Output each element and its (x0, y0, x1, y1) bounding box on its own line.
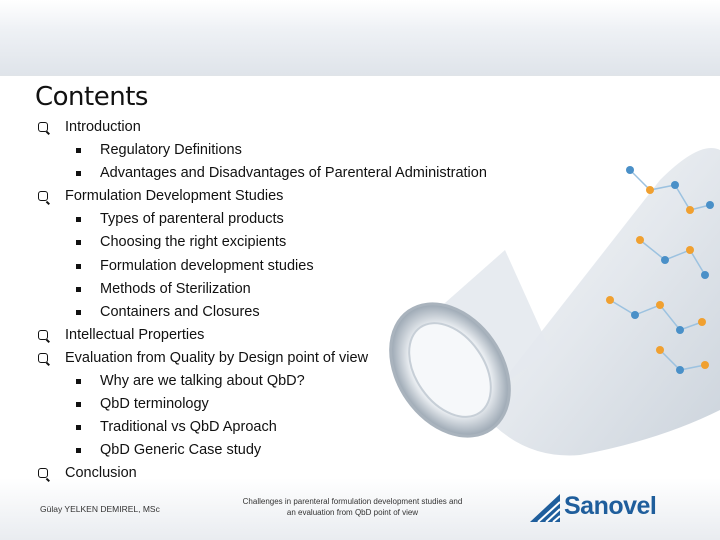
square-bullet-icon (76, 240, 81, 245)
toc-subitem (38, 301, 487, 324)
header-band (0, 0, 720, 75)
toc-subitem-text: Advantages and Disadvantages of Parenteral Administration (100, 165, 487, 182)
toc-item (38, 116, 487, 139)
toc-subitem (38, 416, 487, 439)
q-bullet-icon (38, 122, 48, 132)
square-bullet-icon (76, 448, 81, 453)
toc-subitem (38, 439, 487, 462)
q-bullet-icon (38, 353, 48, 363)
square-bullet-icon (76, 425, 81, 430)
footer-author: Gülay YELKEN DEMIREL, MSc (40, 504, 160, 514)
toc-item-text: Introduction (65, 119, 141, 135)
square-bullet-icon (76, 402, 81, 407)
toc-item (38, 324, 487, 347)
q-bullet-icon (38, 468, 48, 478)
square-bullet-icon (76, 217, 81, 222)
sanovel-logo-icon (528, 490, 562, 524)
contents-list (38, 116, 487, 486)
toc-subitem-text: QbD Generic Case study (100, 442, 262, 459)
toc-item-text: Formulation Development Studies (65, 188, 284, 205)
toc-subitem-text: Regulatory Definitions (100, 142, 242, 159)
logo-text: Sanovel (564, 492, 657, 520)
toc-subitem-text: Methods of Sterilization (100, 280, 251, 297)
toc-subitem (38, 393, 487, 416)
q-bullet-icon (38, 330, 48, 340)
toc-subitem (38, 255, 487, 278)
toc-subitem-text: QbD terminology (100, 396, 209, 413)
q-bullet-icon (38, 191, 48, 201)
toc-item-text: Intellectual Properties (65, 326, 205, 343)
toc-subitem-text: Types of parenteral products (100, 211, 284, 228)
toc-subitem-text: Why are we talking about QbD? (100, 373, 305, 390)
toc-subitem-text: Formulation development studies (100, 257, 314, 274)
square-bullet-icon (76, 264, 81, 269)
toc-subitem (38, 370, 487, 393)
toc-item-text: Evaluation from Quality by Design point of view (65, 349, 369, 366)
header-divider (0, 75, 720, 76)
toc-subitem (38, 208, 487, 231)
square-bullet-icon (76, 171, 81, 176)
square-bullet-icon (76, 379, 81, 384)
toc-subitem (38, 231, 487, 254)
toc-subitem-text: Traditional vs QbD Aproach (100, 419, 277, 436)
toc-item (38, 185, 487, 208)
square-bullet-icon (76, 148, 81, 153)
toc-subitem-text: Containers and Closures (100, 303, 260, 320)
sanovel-logo (528, 490, 698, 526)
footer-caption: Challenges in parenteral formulation development studies and an evaluation from QbD point of view (242, 497, 463, 517)
square-bullet-icon (76, 310, 81, 315)
toc-item (38, 347, 487, 370)
square-bullet-icon (76, 287, 81, 292)
toc-subitem-text: Choosing the right excipients (100, 234, 287, 251)
toc-subitem (38, 139, 487, 162)
page-title: Contents (35, 82, 148, 112)
toc-item (38, 462, 487, 485)
toc-subitem (38, 162, 487, 185)
toc-item-text: Conclusion (65, 465, 137, 482)
toc-subitem (38, 278, 487, 301)
